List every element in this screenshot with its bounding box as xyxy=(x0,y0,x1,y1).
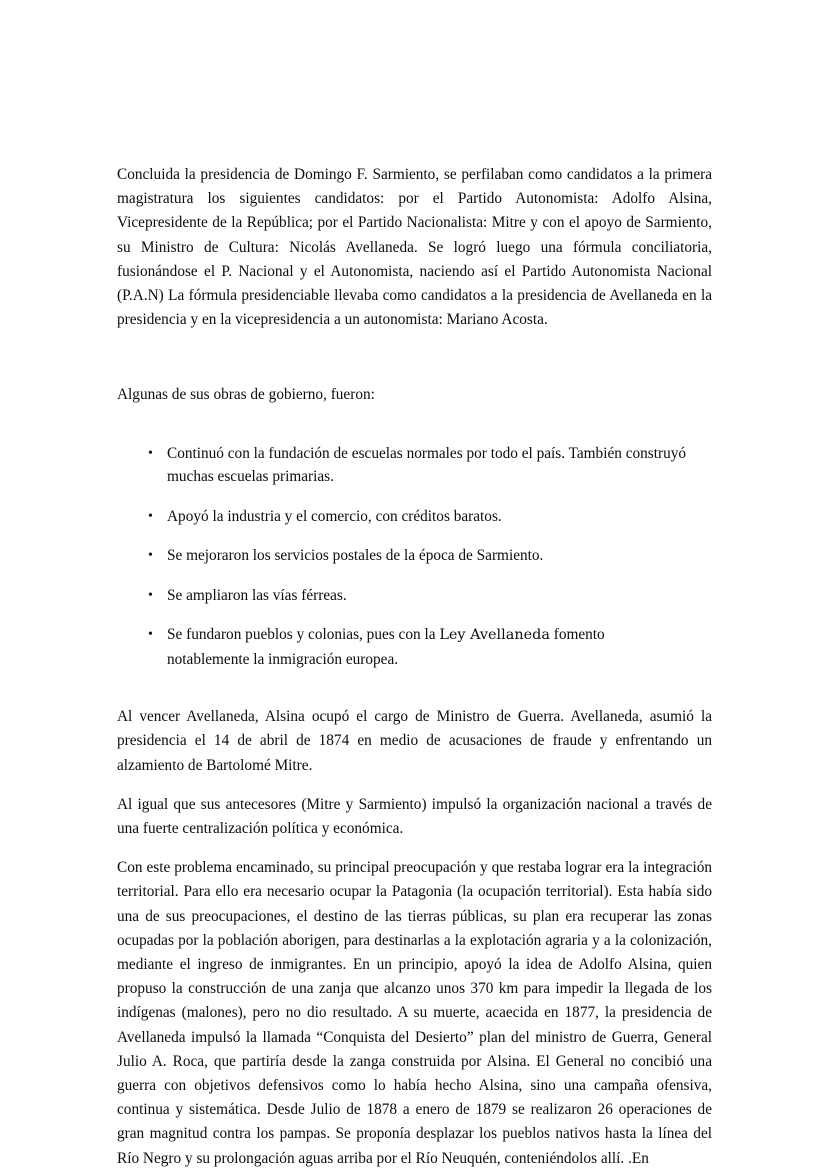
spacer xyxy=(117,841,712,856)
list-item-text-lead: Se fundaron pueblos y colonias, pues con la xyxy=(167,626,440,644)
list-item xyxy=(117,584,687,608)
list-item-text: Continuó con la fundación de escuelas normales por todo el país. También construyó muchas escuelas primarias. xyxy=(167,444,687,486)
paragraph-works-heading: Algunas de sus obras de gobierno, fueron: xyxy=(117,386,375,404)
spacer xyxy=(117,332,712,383)
list-item xyxy=(117,442,687,489)
spacer xyxy=(117,408,712,442)
bullet-icon: • xyxy=(148,548,153,564)
works-bullet-list xyxy=(117,442,712,672)
list-item-text: Apoyó la industria y el comercio, con créditos baratos. xyxy=(167,507,502,525)
bullet-icon: • xyxy=(148,627,153,643)
bullet-icon: • xyxy=(148,445,153,461)
bullet-icon: • xyxy=(148,508,153,524)
paragraph-centralization: Al igual que sus antecesores (Mitre y Sarmiento) impulsó la organización nacional a través de una fuerte centralización política y económica. xyxy=(117,795,712,837)
paragraph-intro: Concluida la presidencia de Domingo F. Sarmiento, se perfilaban como candidatos a la primera magistratura los siguientes candidatos: por el Partido Autonomista: Adolfo Alsina, Vicepresidente de la República; por el Partido Nacionalista: Mitre y con el apoyo de Sarmiento, su Ministro de Cultura: Nicolás Avellaneda. Se logró luego una fórmula conciliatoria, fusionándose el P. Nacional y el Autonomista, naciendo así el Partido Autonomista Nacional (P.A.N) La fórmula presidenciable llevaba como candidatos a la presidencia de Avellaneda en la presidencia y en la vicepresidencia a un autonomista: Mariano Acosta. xyxy=(117,166,712,329)
list-item-text: Se ampliaron las vías férreas. xyxy=(167,586,347,604)
paragraph-territorial-integration: Con este problema encaminado, su principal preocupación y que restaba lograr era la integración territorial. Para ello era necesario ocupar la Patagonia (la ocupación territorial). Esta había sido una de sus preocupaciones, el destino de las tierras públicas, su plan era recuperar las zonas ocupadas por la población aborigen, para destinarlas a la explotación agraria y a la colonización, mediante el ingreso de inmigrantes. En un principio, apoyó la idea de Adolfo Alsina, quien propuso la construcción de una zanja que alcanzo unos 370 km para impedir la llegada de los indígenas (malones), pero no dio resultado. A su muerte, acaecida en 1877, la presidencia de Avellaneda impulsó la llamada “Conquista del Desierto” plan del ministro de Guerra, General Julio A. Roca, que partiría desde la zanga construida por Alsina. El General no concibió una guerra con objetivos defensivos como lo había hecho Alsina, sino una campaña ofensiva, continua y sistemática. Desde Julio de 1878 a enero de 1879 se realizaron 26 operaciones de gran magnitud contra los pampas. Se proponía desplazar los pueblos nativos hasta la línea del Río Negro y su prolongación aguas arriba por el Río Neuquén, conteniéndolos allí. .En xyxy=(117,859,712,1167)
paragraph-alsina-ministry: Al vencer Avellaneda, Alsina ocupó el cargo de Ministro de Guerra. Avellaneda, asumió la presidencia el 14 de abril de 1874 en medio de acusaciones de fraude y enfrentando un alzamiento de Bartolomé Mitre. xyxy=(117,708,712,774)
list-item xyxy=(117,544,687,568)
spacer xyxy=(117,778,712,793)
law-name-emphasis: Ley Avellaneda xyxy=(439,627,550,644)
spacer xyxy=(117,671,712,705)
list-item xyxy=(117,505,687,529)
document-body xyxy=(117,163,712,1171)
list-item-text: Se mejoraron los servicios postales de la época de Sarmiento. xyxy=(167,547,544,565)
list-item-text-tail: fomento notablemente la inmigración europea. xyxy=(167,626,605,668)
bullet-icon: • xyxy=(148,587,153,603)
list-item xyxy=(117,623,687,671)
